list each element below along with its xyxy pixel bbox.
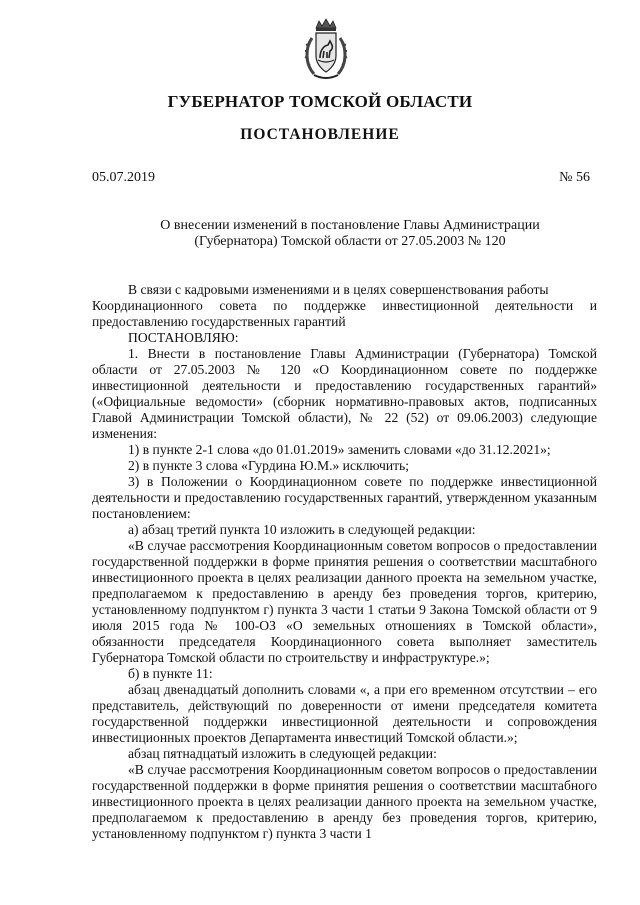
clause-b: б) в пункте 11: xyxy=(128,666,213,681)
subject-line-1: О внесении изменений в постановление Главы Администрации xyxy=(160,218,540,233)
document-number: № 56 xyxy=(559,170,590,185)
document-date: 05.07.2019 xyxy=(92,170,155,185)
clause-a: а) абзац третий пункта 10 изложить в следующей редакции: xyxy=(128,522,476,537)
document-body xyxy=(92,282,597,842)
authority-title: ГУБЕРНАТОР ТОМСКОЙ ОБЛАСТИ xyxy=(167,92,473,111)
clause-b-paragraph-15-text: «В случае рассмотрения Координационным советом вопросов о предоставлении государственной поддержки в форме принятия решения о соответствии масштабного инвестиционного проекта в целях реализации данного проекта на земельном участке, предполагаемом к предоставлению в аренду без проведения торгов, критерию, установленному подпунктом г) пункта 3 части 1 xyxy=(92,762,597,841)
clause-1: 1. Внести в постановление Главы Администрации (Губернатора) Томской области от 27.05.2003 № 120 «О Координационном совете по поддержке инвестиционной деятельности и предоставлению государственных гарантий» («Официальные ведомости» (сборник нормативно-правовых актов, подписанных Главой Администрации Томской области), № 22 (52) от 09.06.2003) следующие изменения: xyxy=(92,346,597,441)
clause-a-text: «В случае рассмотрения Координационным советом вопросов о предоставлении государственной поддержки в форме принятия решения о соответствии масштабного инвестиционного проекта в целях реализации данного проекта на земельном участке, предполагаемом к предоставлению в аренду без проведения торгов, критерию, установленному подпунктом г) пункта 3 части 1 статьи 9 Закона Томской области от 9 июля 2015 года № 100-ОЗ «О земельных отношениях в Томской области», обязанности председателя Координационного совета выполняет заместитель Губернатора Томской области по строительству и инфраструктуре.»; xyxy=(92,538,597,665)
clause-1-sub-1: 1) в пункте 2-1 слова «до 01.01.2019» заменить словами «до 31.12.2021»; xyxy=(128,442,551,457)
intro-paragraph-first-line: В связи с кадровыми изменениями и в целях совершенствования работы xyxy=(128,282,549,297)
clause-1-sub-3: 3) в Положении о Координационном совете по поддержке инвестиционной деятельности и предоставлению государственных гарантий, утвержденном указанным постановлением: xyxy=(92,474,597,521)
clause-1-sub-2: 2) в пункте 3 слова «Гурдина Ю.М.» исключить; xyxy=(128,458,410,473)
document-type: ПОСТАНОВЛЕНИЕ xyxy=(240,126,400,143)
clause-b-paragraph-12: абзац двенадцатый дополнить словами «, а при его временном отсутствии – его представитель, действующий по доверенности от имени председателя комитета государственной поддержки инвестиционной деятельности и сопровождения инвестиционных проектов Департамента инвестиций Томской области.»; xyxy=(92,682,597,745)
clause-b-paragraph-15: абзац пятнадцатый изложить в следующей редакции: xyxy=(128,746,437,761)
intro-paragraph-rest: Координационного совета по поддержке инвестиционной деятельности и предоставлению государственных гарантий xyxy=(92,298,597,329)
coat-of-arms-icon xyxy=(302,18,350,82)
document-subject xyxy=(150,218,550,250)
decree-heading: ПОСТАНОВЛЯЮ: xyxy=(128,330,239,345)
subject-line-2: (Губернатора) Томской области от 27.05.2003 № 120 xyxy=(194,234,506,249)
